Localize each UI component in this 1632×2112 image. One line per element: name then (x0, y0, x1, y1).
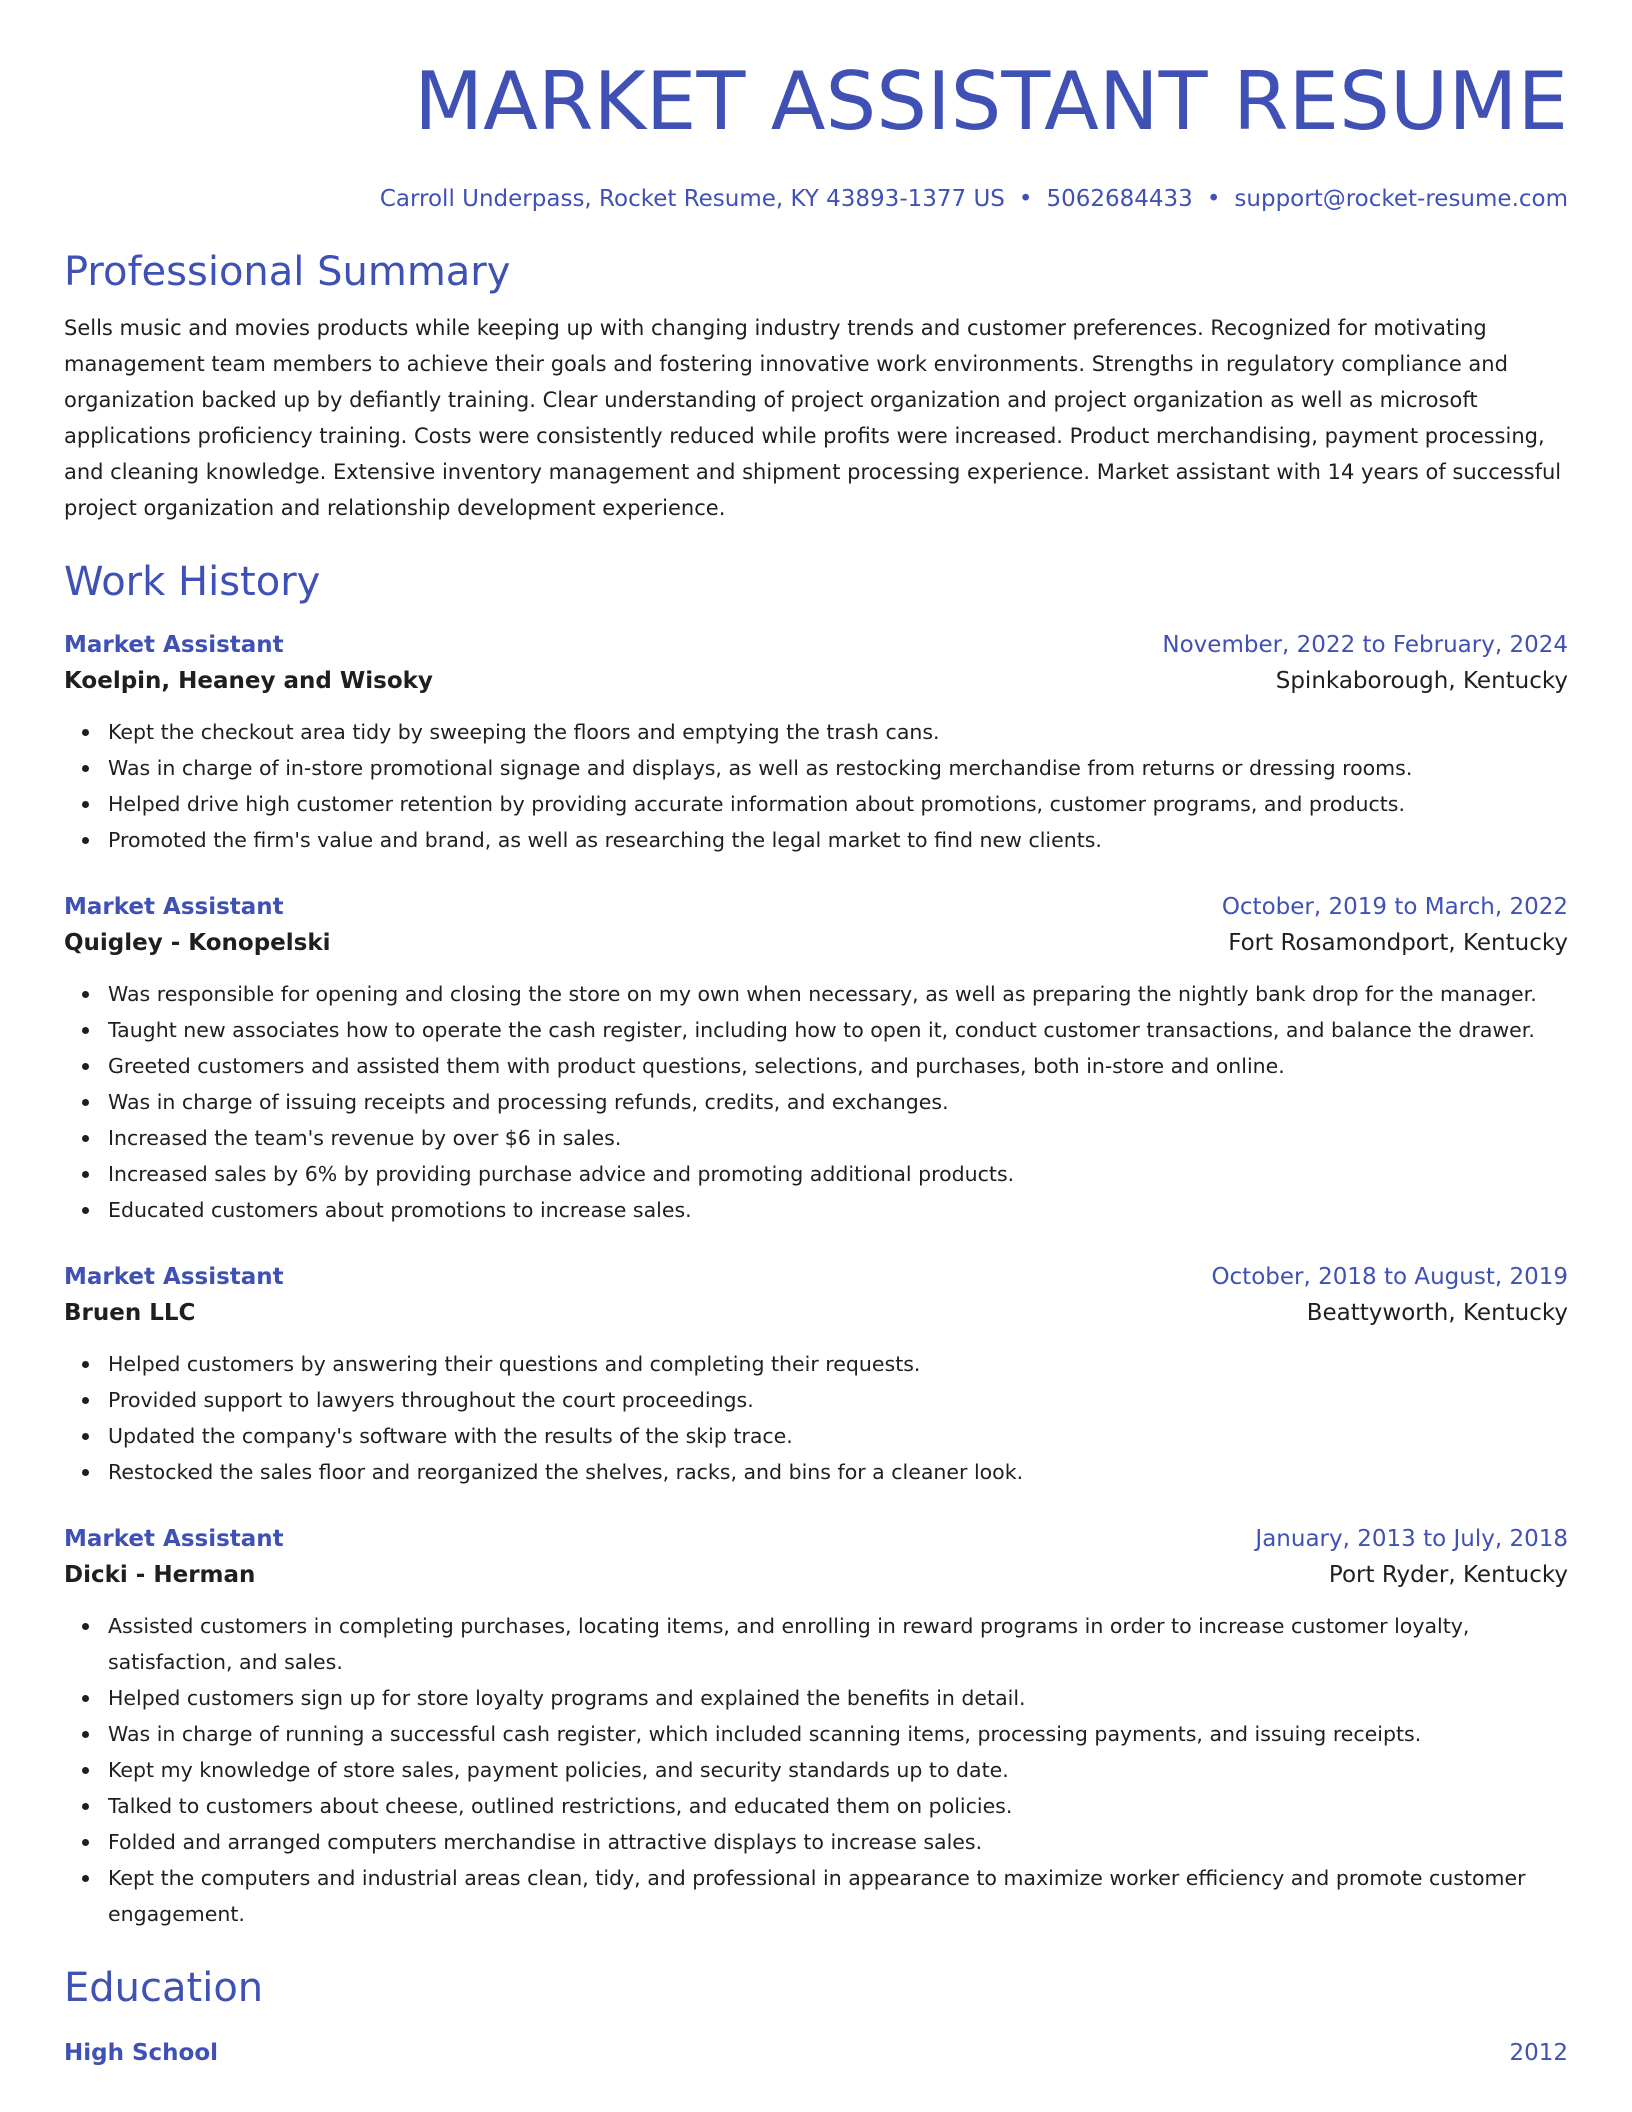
job-bullet: Helped drive high customer retention by providing accurate information about promotions, customer programs, and products. (108, 786, 1568, 822)
job-bullets (64, 1608, 1568, 1932)
job-company: Koelpin, Heaney and Wisoky (64, 668, 433, 694)
job-entry (64, 628, 1568, 858)
job-bullets (64, 1346, 1568, 1490)
job-title: Market Assistant (64, 632, 284, 658)
job-bullet: Was in charge of in-store promotional signage and displays, as well as restocking merchandise from returns or dressing rooms. (108, 750, 1568, 786)
job-entry (64, 1260, 1568, 1490)
job-location: Beattyworth, Kentucky (1306, 1300, 1568, 1326)
education-heading: Education (64, 1965, 264, 2011)
job-entry (64, 890, 1568, 1228)
resume-page (64, 0, 1568, 2070)
job-bullet: Kept the computers and industrial areas clean, tidy, and professional in appearance to maximize worker efficiency and promote customer engagement. (108, 1860, 1568, 1932)
resume-title: MARKET ASSISTANT RESUME (414, 55, 1568, 148)
job-company: Quigley - Konopelski (64, 930, 331, 956)
job-bullet: Helped customers by answering their questions and completing their requests. (108, 1346, 1568, 1382)
job-bullet: Kept my knowledge of store sales, payment policies, and security standards up to date. (108, 1752, 1568, 1788)
contact-separator: • (1206, 186, 1221, 212)
job-bullets (64, 714, 1568, 858)
education-year: 2012 (1509, 2040, 1568, 2066)
job-bullets (64, 976, 1568, 1228)
job-bullet: Kept the checkout area tidy by sweeping the floors and emptying the trash cans. (108, 714, 1568, 750)
summary-text: Sells music and movies products while keeping up with changing industry trends and customer preferences. Recognized for motivating management team members to achieve their goals and fostering innovative work environments. Strengths in regulatory compliance and organization backed up by defiantly training. Clear understanding of project organization and project organization as well as microsoft applications proficiency training. Costs were consistently reduced while profits were increased. Product merchandising, payment processing, and cleaning knowledge. Extensive inventory management and shipment processing experience. Market assistant with 14 years of successful project organization and relationship development experience. (64, 316, 1562, 520)
job-title: Market Assistant (64, 1526, 284, 1552)
job-entry (64, 1522, 1568, 1932)
education-entry (64, 2036, 1568, 2070)
job-bullet: Updated the company's software with the results of the skip trace. (108, 1418, 1568, 1454)
job-title: Market Assistant (64, 1264, 284, 1290)
education-section (64, 1962, 1568, 2070)
education-title: High School (64, 2040, 219, 2066)
job-dates: October, 2019 to March, 2022 (1221, 894, 1568, 920)
job-location: Port Ryder, Kentucky (1328, 1562, 1568, 1588)
job-title: Market Assistant (64, 894, 284, 920)
contact-email[interactable]: support@rocket-resume.com (1234, 186, 1568, 212)
summary-heading: Professional Summary (64, 249, 511, 295)
job-bullet: Was responsible for opening and closing the store on my own when necessary, as well as preparing the nightly bank drop for the manager. (108, 976, 1568, 1012)
summary-section (64, 246, 1568, 526)
job-bullet: Was in charge of issuing receipts and processing refunds, credits, and exchanges. (108, 1084, 1568, 1120)
work-history-heading: Work History (64, 559, 321, 605)
job-bullet: Assisted customers in completing purchases, locating items, and enrolling in reward programs in order to increase customer loyalty, satisfaction, and sales. (108, 1608, 1568, 1680)
job-bullet: Taught new associates how to operate the cash register, including how to open it, conduct customer transactions, and balance the drawer. (108, 1012, 1568, 1048)
job-company: Bruen LLC (64, 1300, 196, 1326)
job-bullet: Talked to customers about cheese, outlined restrictions, and educated them on policies. (108, 1788, 1568, 1824)
job-bullet: Was in charge of running a successful cash register, which included scanning items, processing payments, and issuing receipts. (108, 1716, 1568, 1752)
job-bullet: Greeted customers and assisted them with product questions, selections, and purchases, both in-store and online. (108, 1048, 1568, 1084)
job-dates: January, 2013 to July, 2018 (1255, 1526, 1568, 1552)
job-bullet: Provided support to lawyers throughout the court proceedings. (108, 1382, 1568, 1418)
work-history-section (64, 556, 1568, 1932)
job-bullet: Folded and arranged computers merchandise in attractive displays to increase sales. (108, 1824, 1568, 1860)
contact-line (64, 184, 1568, 214)
contact-separator: • (1018, 186, 1033, 212)
job-bullet: Restocked the sales floor and reorganized the shelves, racks, and bins for a cleaner look. (108, 1454, 1568, 1490)
job-location: Spinkaborough, Kentucky (1275, 668, 1568, 694)
job-dates: October, 2018 to August, 2019 (1211, 1264, 1568, 1290)
job-bullet: Promoted the firm's value and brand, as well as researching the legal market to find new clients. (108, 822, 1568, 858)
job-bullet: Increased sales by 6% by providing purchase advice and promoting additional products. (108, 1156, 1568, 1192)
contact-phone[interactable]: 5062684433 (1046, 186, 1193, 212)
job-location: Fort Rosamondport, Kentucky (1228, 930, 1568, 956)
job-bullet: Increased the team's revenue by over $6 in sales. (108, 1120, 1568, 1156)
job-company: Dicki - Herman (64, 1562, 256, 1588)
job-bullet: Educated customers about promotions to increase sales. (108, 1192, 1568, 1228)
job-bullet: Helped customers sign up for store loyalty programs and explained the benefits in detail. (108, 1680, 1568, 1716)
job-dates: November, 2022 to February, 2024 (1162, 632, 1568, 658)
contact-address: Carroll Underpass, Rocket Resume, KY 43893-1377 US (379, 186, 1005, 212)
